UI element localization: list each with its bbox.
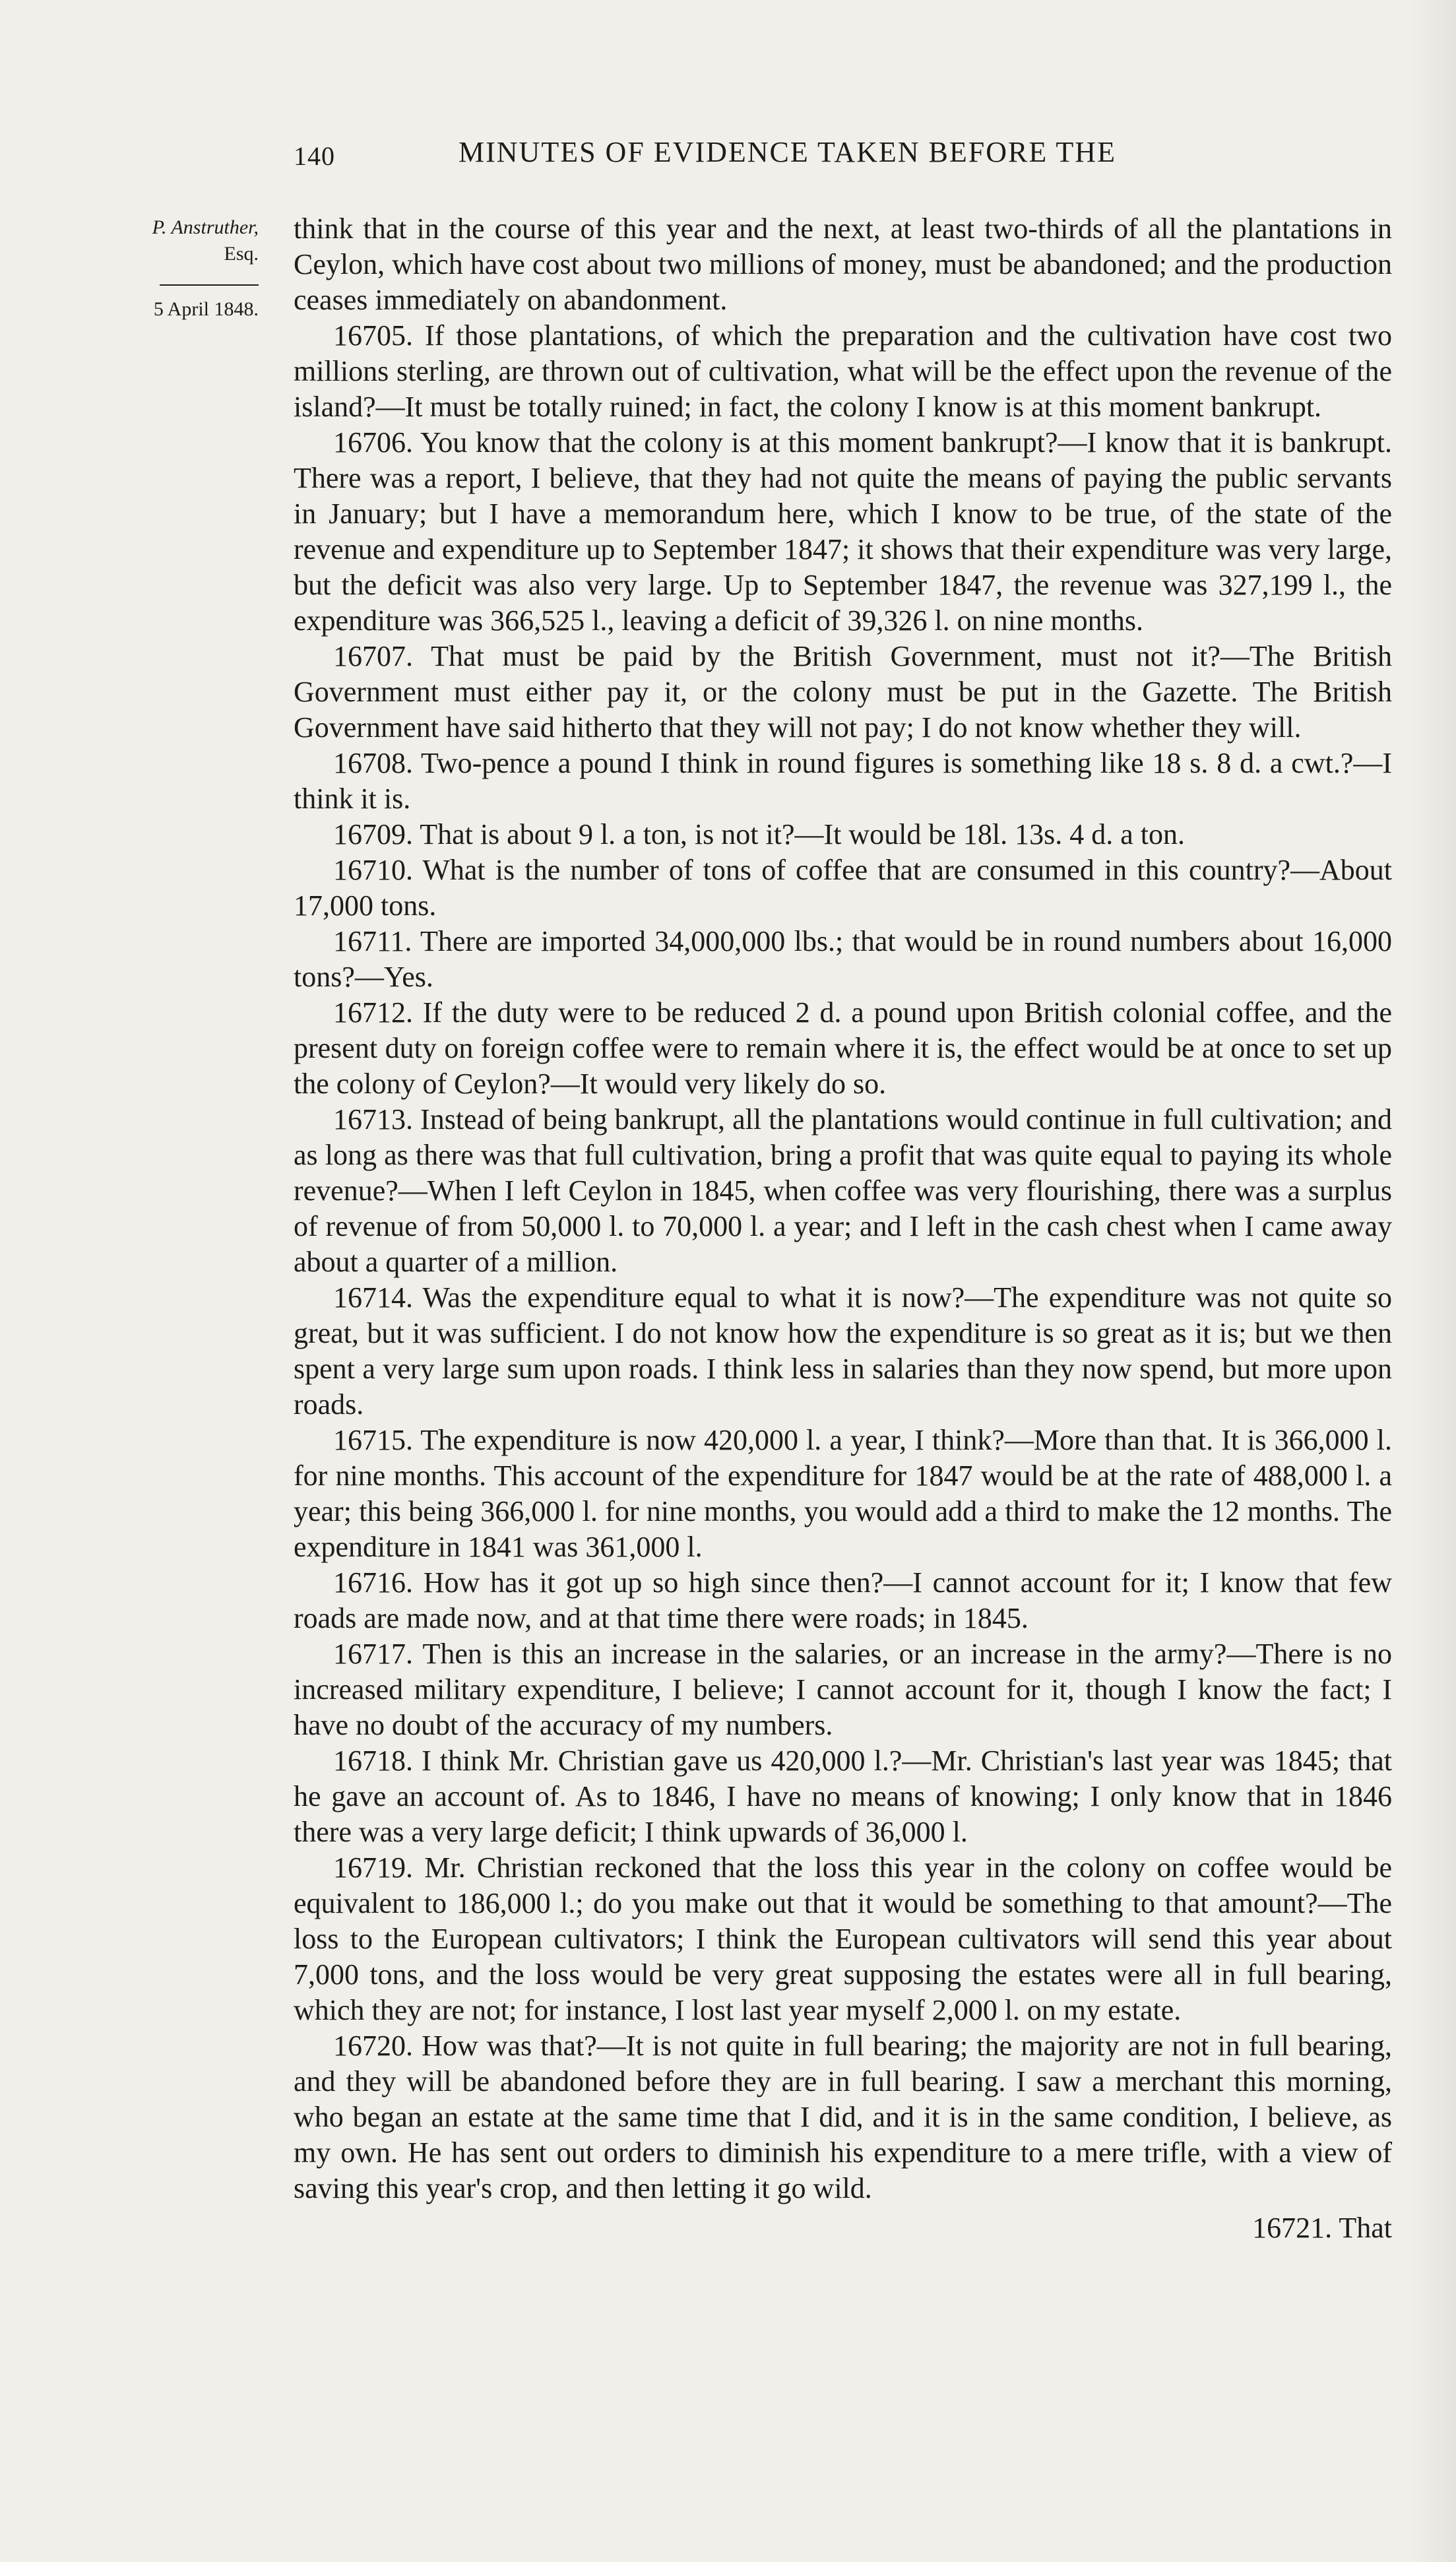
paragraph-16711: 16711. There are imported 34,000,000 lbs.; that would be in round numbers about 16,000 tons?—Yes.	[294, 925, 1392, 993]
margin-rule	[160, 284, 259, 286]
paragraph-16715: 16715. The expenditure is now 420,000 l. a year, I think?—More than that. It is 366,000 l. for nine months. This account of the expenditure for 1847 would be at the rate of 488,000 l. a year; this being 366,000 l. for nine months, you would add a third to make the 12 months. The expenditure in 1841 was 361,000 l.	[294, 1424, 1392, 1563]
witness-name: P. Anstruther,	[152, 216, 259, 238]
evidence-text	[294, 211, 1392, 2246]
paragraph-16707: 16707. That must be paid by the British Government, must not it?—The British Government must either pay it, or the colony must be put in the Gazette. The British Government have said hitherto that they will not pay; I do not know whether they will.	[294, 640, 1392, 744]
paragraph-16706: 16706. You know that the colony is at this moment bankrupt?—I know that it is bankrupt. There was a report, I believe, that they had not quite the means of paying the public servants in January; but I have a memorandum here, which I know to be true, of the state of the revenue and expenditure up to September 1847; it shows that their expenditure was very large, but the deficit was also very large. Up to September 1847, the revenue was 327,199 l., the expenditure was 366,525 l., leaving a deficit of 39,326 l. on nine months.	[294, 426, 1392, 637]
paragraph-16719: 16719. Mr. Christian reckoned that the loss this year in the colony on coffee would be equivalent to 186,000 l.; do you make out that it would be something to that amount?—The loss to the European cultivators; I think the European cultivators will send this year about 7,000 tons, and the loss would be very great supposing the estates were all in full bearing, which they are not; for instance, I lost last year myself 2,000 l. on my estate.	[294, 1851, 1392, 2026]
paragraph-16713: 16713. Instead of being bankrupt, all the plantations would continue in full cultivation; and as long as there was that full cultivation, bring a profit that was quite equal to paying its whole revenue?—When I left Ceylon in 1845, when coffee was very flourishing, there was a surplus of revenue of from 50,000 l. to 70,000 l. a year; and I left in the cash chest when I came away about a quarter of a million.	[294, 1103, 1392, 1278]
paragraph-16717: 16717. Then is this an increase in the salaries, or an increase in the army?—There is no increased military expenditure, I believe; I cannot account for it, though I know the fact; I have no doubt of the accuracy of my numbers.	[294, 1638, 1392, 1741]
running-head: MINUTES OF EVIDENCE TAKEN BEFORE THE	[459, 136, 1116, 168]
paragraph-16720: 16720. How was that?—It is not quite in full bearing; the majority are not in full bearing, and they will be abandoned before they are in full bearing. I saw a merchant this morning, who began an estate at the same time that I did, and it is in the same condition, I believe, as my own. He has sent out orders to diminish his expenditure to a mere trifle, with a view of saving this year's crop, and then letting it go wild.	[294, 2030, 1392, 2204]
paragraph-16708: 16708. Two-pence a pound I think in round figures is something like 18 s. 8 d. a cwt.?—I think it is.	[294, 747, 1392, 815]
page-number: 140	[294, 141, 335, 171]
catchword: 16721. That	[1252, 2212, 1392, 2244]
page-edge-shadow	[1410, 0, 1456, 2562]
paragraph-16712: 16712. If the duty were to be reduced 2 d. a pound upon British colonial coffee, and the present duty on foreign coffee were to remain where it is, the effect would be at once to set up the colony of Ceylon?—It would very likely do so.	[294, 996, 1392, 1100]
paragraph-16718: 16718. I think Mr. Christian gave us 420,000 l.?—Mr. Christian's last year was 1845; that he gave an account of. As to 1846, I have no means of knowing; I only know that in 1846 there was a very large deficit; I think upwards of 36,000 l.	[294, 1745, 1392, 1848]
paragraph-continuation: think that in the course of this year and the next, at least two-thirds of all the plantations in Ceylon, which have cost about two millions of money, must be abandoned; and the production ceases immediately on abandonment.	[294, 212, 1392, 316]
paragraph-16714: 16714. Was the expenditure equal to what it is now?—The expenditure was not quite so great, but it was sufficient. I do not know how the expenditure is so great as it is; but we then spent a very large sum upon roads. I think less in salaries than they now spend, but more upon roads.	[294, 1281, 1392, 1421]
evidence-date: 5 April 1848.	[153, 298, 259, 320]
margin-note	[80, 214, 259, 323]
witness-title: Esq.	[224, 243, 259, 265]
page-header	[294, 135, 1382, 181]
paragraph-16710: 16710. What is the number of tons of coffee that are consumed in this country?—About 17,000 tons.	[294, 854, 1392, 922]
paragraph-16709: 16709. That is about 9 l. a ton, is not it?—It would be 18l. 13s. 4 d. a ton.	[333, 818, 1185, 850]
paragraph-16716: 16716. How has it got up so high since then?—I cannot account for it; I know that few roads are made now, and at that time there were roads; in 1845.	[294, 1566, 1392, 1634]
paragraph-16705: 16705. If those plantations, of which the preparation and the cultivation have cost two millions sterling, are thrown out of cultivation, what will be the effect upon the revenue of the island?—It must be totally ruined; in fact, the colony I know is at this moment bankrupt.	[294, 319, 1392, 423]
